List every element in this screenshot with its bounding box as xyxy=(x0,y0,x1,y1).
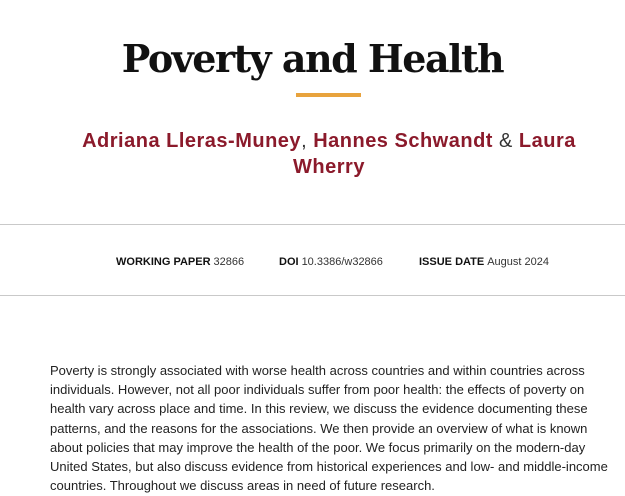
issue-date xyxy=(419,255,549,269)
abstract-text: Poverty is strongly associated with worse health across countries and within countries across individuals. However, not all poor individuals suffer from poor health: the effects of poverty on health vary across place and time. In this review, we discuss the evidence documenting these patterns, and the reasons for the associations. We then provide an overview of what is known about policies that may improve the health of the poor. We focus primarily on the modern-day United States, but also discuss evidence from historical experiences and low- and middle-income countries. Throughout we discuss areas in need of future research. xyxy=(50,363,608,494)
doi xyxy=(279,255,383,269)
author-link[interactable]: Laura Wherry xyxy=(293,130,576,178)
working-paper-label: WORKING PAPER xyxy=(116,256,211,268)
issue-date-value: August 2024 xyxy=(487,256,549,268)
accent-divider xyxy=(296,93,361,97)
paper-title: Poverty and Health xyxy=(121,36,504,82)
author-link[interactable]: Adriana Lleras-Muney xyxy=(82,130,302,152)
author-link[interactable]: Hannes Schwandt xyxy=(313,130,493,152)
working-paper-number xyxy=(116,255,244,269)
working-paper-value: 32866 xyxy=(213,256,245,268)
doi-value: 10.3386/w32866 xyxy=(301,256,383,268)
author-list xyxy=(70,128,588,180)
author-separator: , xyxy=(301,130,308,152)
issue-date-label: ISSUE DATE xyxy=(419,256,485,268)
author-separator: & xyxy=(499,130,513,152)
doi-label: DOI xyxy=(279,256,299,268)
paper-metadata-bar xyxy=(0,224,625,296)
